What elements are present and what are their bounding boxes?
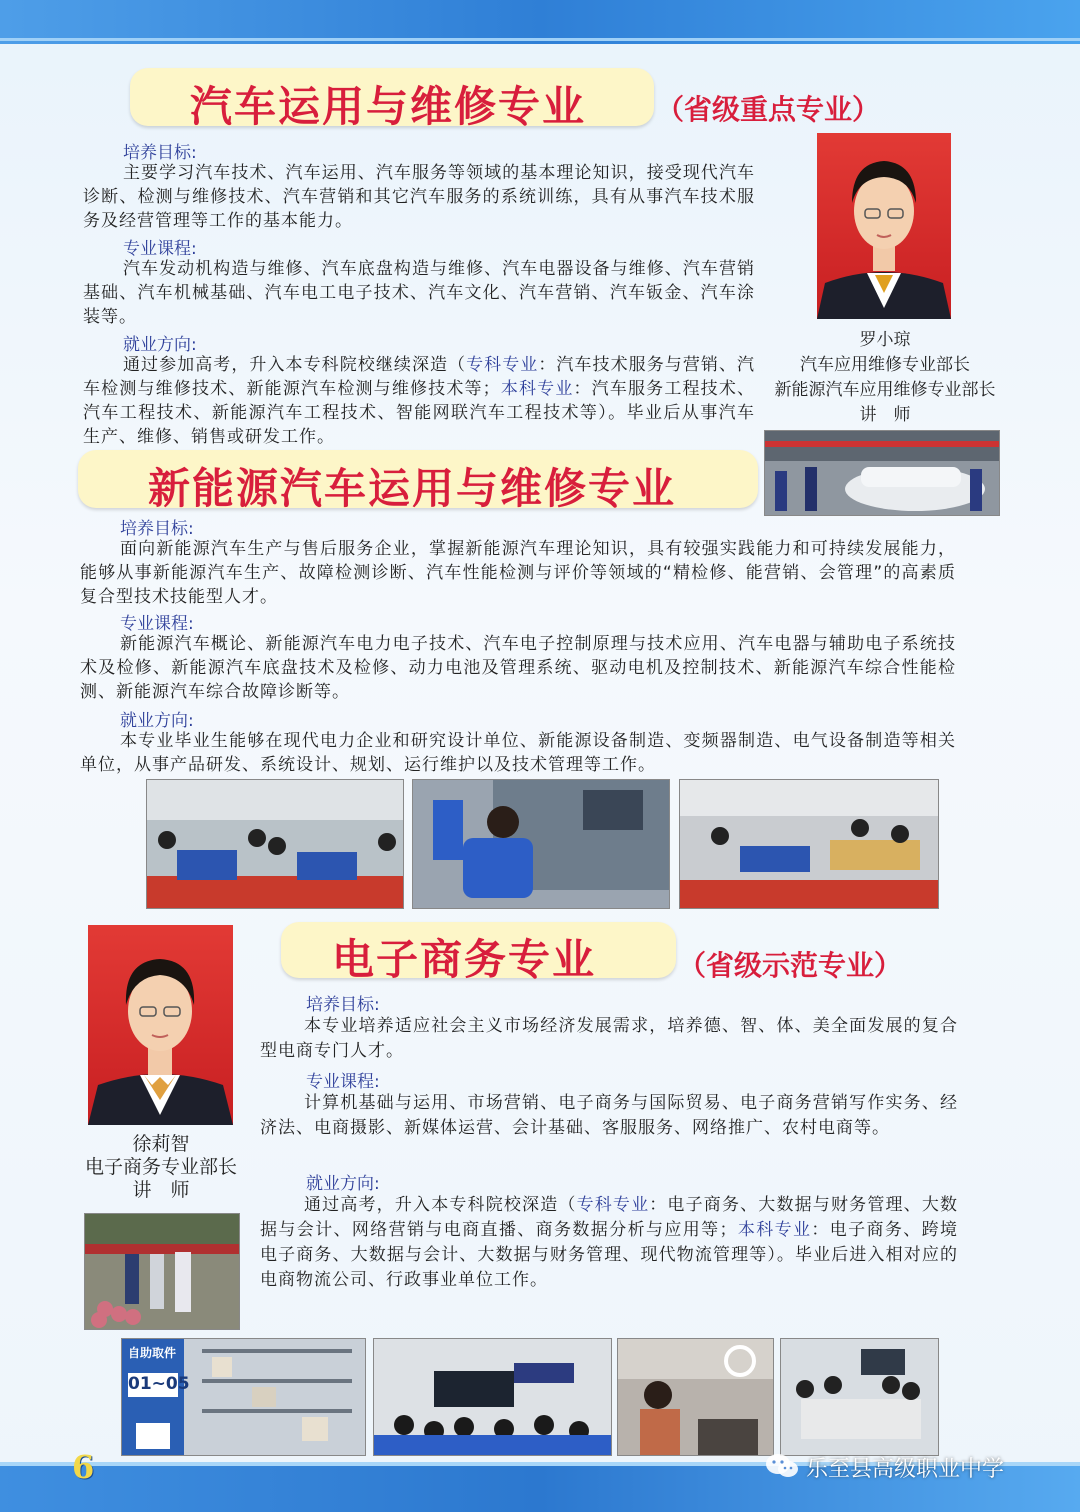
ecommerce-classroom-photo: [373, 1338, 612, 1456]
teacher1-title-1: 汽车应用维修专业部长: [800, 355, 970, 375]
section2-title: 新能源汽车运用与维修专业: [148, 464, 677, 513]
pickup-station-photo: [121, 1338, 366, 1456]
section2-goal-label: 培养目标:: [120, 519, 194, 539]
teacher1-portrait: [817, 133, 951, 319]
wechat-icon: [764, 1452, 800, 1480]
section1-career-text: 通过参加高考，升入本专科院校继续深造（专科专业：汽车技术服务与营销、汽车检测与维修技术、新能源汽车检测与维修技术等；本科专业：汽车服务工程技术、汽车工程技术、新能源汽车工程技术、智能网联汽车工程技术等）。毕业后从事汽车生产、维修、销售或研发工作。: [83, 355, 756, 447]
section2-goal-text: 面向新能源汽车生产与售后服务企业，掌握新能源汽车理论知识，具有较强实践能力和可持续发展能力，能够从事新能源汽车生产、故障检测诊断、汽车性能检测与评价等领域的“精检修、能营销、会管理”的高素质复合型技术技能型人才。: [80, 539, 956, 607]
teacher1-name: 罗小琼: [859, 330, 911, 350]
section3-course-text: 计算机基础与运用、市场营销、电子商务与国际贸易、电子商务营销写作实务、经济法、电商摄影、新媒体运营、会计基础、客服服务、网络推广、农村电商等。: [260, 1093, 958, 1138]
teacher2-name: 徐莉智: [132, 1133, 190, 1155]
section3-course-label: 专业课程:: [306, 1072, 380, 1092]
section2-course-text: 新能源汽车概论、新能源汽车电力电子技术、汽车电子控制原理与技术应用、汽车电器与辅助电子系统技术及检修、新能源汽车底盘技术及检修、动力电池及管理系统、驱动电机及控制技术、新能源汽车综合性能检测、新能源汽车综合故障诊断等。: [80, 634, 956, 702]
auto-workshop-photo: [764, 430, 1000, 516]
section2-career-text: 本专业毕业生能够在现代电力企业和研究设计单位、新能源设备制造、变频器制造、电气设备制造等相关单位，从事产品研发、系统设计、规划、运行维护以及技术管理等工作。: [80, 731, 956, 775]
section3-title: 电子商务专业: [332, 935, 597, 984]
pickup-range-text: 01~05: [128, 1374, 190, 1394]
page-number: 6: [72, 1448, 95, 1486]
section1-badge: （省级重点专业）: [656, 93, 881, 126]
section2-course-label: 专业课程:: [120, 614, 194, 634]
section3-goal-label: 培养目标:: [306, 995, 380, 1015]
teacher2-title-2: 讲 师: [132, 1179, 190, 1201]
teacher1-title-3: 讲 师: [859, 405, 911, 425]
section3-career-label: 就业方向:: [306, 1174, 380, 1194]
meeting-room-photo: [780, 1338, 939, 1456]
teacher1-title-2: 新能源汽车应用维修专业部长: [774, 380, 996, 400]
section1-course-label: 专业课程:: [123, 239, 197, 259]
teacher2-title-1: 电子商务专业部长: [84, 1156, 237, 1178]
section3-goal-text: 本专业培养适应社会主义市场经济发展需求，培养德、智、体、美全面发展的复合型电商专门人才。: [260, 1016, 958, 1061]
watermark-text: 乐至县高级职业中学: [806, 1457, 1005, 1482]
section1-career-label: 就业方向:: [123, 335, 197, 355]
ev-class-photo-3: [679, 779, 939, 909]
section1-goal-label: 培养目标:: [123, 143, 197, 163]
ecommerce-outdoor-photo: [84, 1213, 240, 1330]
ev-class-photo-1: [146, 779, 404, 909]
section1-title: 汽车运用与维修专业: [190, 82, 587, 131]
section1-course-text: 汽车发动机构造与维修、汽车底盘构造与维修、汽车电器设备与维修、汽车营销基础、汽车机械基础、汽车电工电子技术、汽车文化、汽车营销、汽车钣金、汽车涂装等。: [83, 259, 755, 327]
teacher2-caption: [70, 1133, 252, 1202]
section2-career-label: 就业方向:: [120, 711, 194, 731]
section3-career-text: 通过高考，升入本专科院校深造（专科专业：电子商务、大数据与财务管理、大数据与会计、网络营销与电商直播、商务数据分析与应用等；本科专业：电子商务、跨境电子商务、大数据与会计、大数据与财务管理、现代物流管理等）。毕业后进入相对应的电商物流公司、行政事业单位工作。: [260, 1195, 959, 1290]
livestream-photo: [617, 1338, 774, 1456]
teacher1-caption: [760, 328, 1010, 428]
top-banner: [0, 0, 1080, 44]
teacher2-portrait: [88, 925, 233, 1125]
section3-badge: （省级示范专业）: [678, 949, 903, 982]
ev-class-photo-2: [412, 779, 670, 909]
pickup-sign-text: 自助取件: [128, 1346, 177, 1360]
section1-goal-text: 主要学习汽车技术、汽车运用、汽车服务等领域的基本理论知识，接受现代汽车诊断、检测与维修技术、汽车营销和其它汽车服务的系统训练，具有从事汽车技术服务及经营管理等工作的基本能力。: [83, 163, 755, 231]
